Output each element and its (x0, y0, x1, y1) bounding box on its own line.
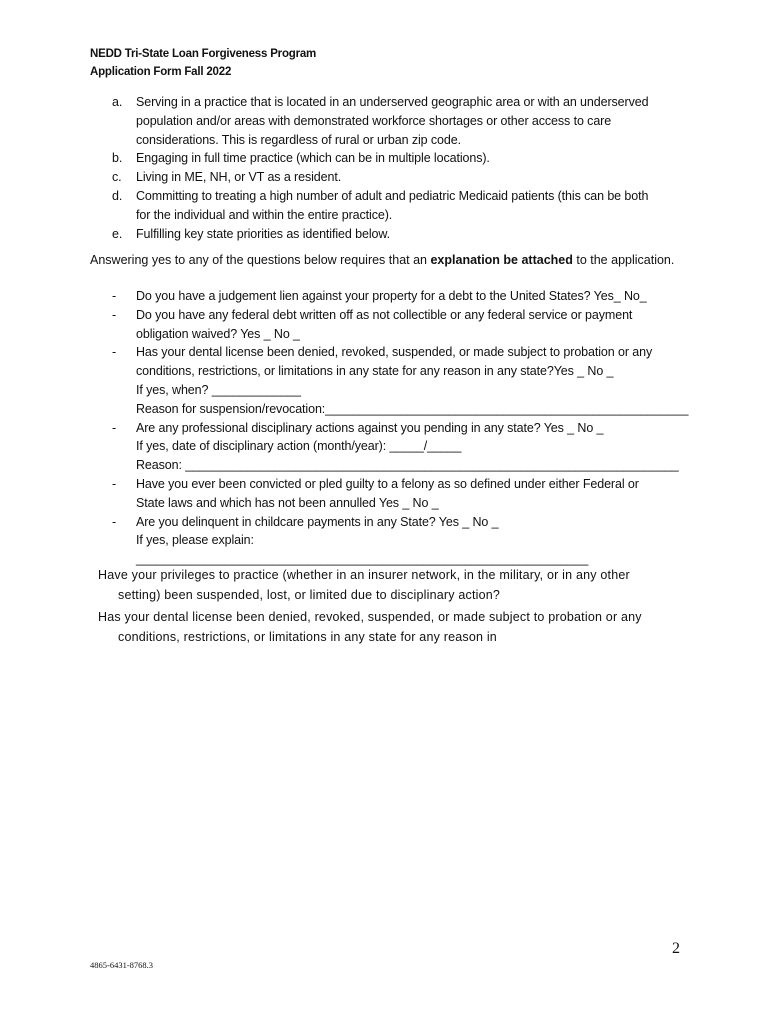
list-marker: - (112, 476, 117, 491)
question-text: conditions, restrictions, or limitations in any state for any reason in (118, 630, 497, 644)
question-text: Have you ever been convicted or pled guilty to a felony as so defined under either Federal or (136, 476, 639, 491)
instructions-paragraph (90, 253, 710, 267)
question-text: Do you have any federal debt written off as not collectible or any federal service or payment (136, 307, 633, 322)
reason-field[interactable]: Reason for suspension/revocation:_____________________________________________________ (136, 401, 689, 416)
question-felony (90, 475, 690, 513)
criteria-text: considerations. This is regardless of rural or urban zip code. (136, 132, 461, 147)
question-federal-debt (90, 306, 690, 344)
date-field[interactable]: If yes, date of disciplinary action (month/year): _____/_____ (136, 439, 462, 454)
list-marker: - (112, 307, 117, 322)
criteria-item-b (90, 149, 690, 168)
criteria-item-a (90, 93, 690, 149)
question-text[interactable]: State laws and which has not been annulled Yes _ No _ (136, 495, 439, 510)
document-id: 4865-6431-8768.3 (90, 960, 154, 970)
question-license-repeat (98, 607, 698, 647)
question-text[interactable]: Do you have a judgement lien against your property for a debt to the United States? Yes_ No_ (136, 289, 647, 303)
question-text: setting) been suspended, lost, or limited due to disciplinary action? (118, 588, 501, 602)
question-text: Have your privileges to practice (whether in an insurer network, in the military, or in any other (98, 568, 630, 582)
list-marker: - (112, 420, 117, 435)
explain-field[interactable]: If yes, please explain: __________________________________________________________________ (136, 533, 589, 567)
question-text: Has your dental license been denied, revoked, suspended, or made subject to probation or any (98, 610, 642, 624)
criteria-item-d (90, 187, 690, 225)
instructions-text: Answering yes to any of the questions below requires that an (90, 253, 431, 267)
question-text: Has your dental license been denied, revoked, suspended, or made subject to probation or any (136, 345, 653, 360)
criteria-item-c (90, 168, 690, 187)
program-title: NEDD Tri-State Loan Forgiveness Program (90, 48, 317, 60)
list-marker: a. (112, 95, 123, 109)
when-field[interactable]: If yes, when? _____________ (136, 382, 301, 397)
criteria-text: Serving in a practice that is located in an underserved geographic area or with an underserved (136, 95, 649, 109)
criteria-text: Living in ME, NH, or VT as a resident. (136, 170, 342, 185)
list-marker: e. (112, 226, 123, 241)
question-judgement-lien (90, 287, 690, 306)
list-marker: - (112, 514, 117, 529)
criteria-text: population and/or areas with demonstrated workforce shortages or other access to care (136, 113, 612, 128)
list-marker: c. (112, 170, 122, 185)
list-marker: d. (112, 188, 123, 203)
instructions-emphasis: explanation be attached (430, 253, 573, 267)
questions-list (90, 287, 690, 569)
criteria-text: for the individual and within the entire practice). (136, 207, 393, 222)
list-marker: - (112, 289, 117, 303)
criteria-text: Engaging in full time practice (which can be in multiple locations). (136, 151, 490, 166)
criteria-item-e (90, 225, 690, 244)
criteria-list (90, 93, 690, 243)
instructions-text: to the application. (572, 253, 675, 267)
question-text[interactable]: conditions, restrictions, or limitations in any state for any reason in any state?Yes _ No _ (136, 364, 614, 379)
reason-field[interactable]: Reason: ________________________________________________________________________ (136, 458, 679, 473)
list-marker: b. (112, 151, 123, 166)
question-childcare (90, 513, 690, 569)
list-marker: - (112, 345, 117, 360)
question-disciplinary-pending (90, 419, 690, 475)
criteria-text: Fulfilling key state priorities as identified below. (136, 226, 390, 241)
question-privileges (98, 565, 698, 605)
page-number: 2 (672, 940, 680, 957)
question-text[interactable]: Are any professional disciplinary actions against you pending in any state? Yes _ No _ (136, 420, 604, 435)
question-text[interactable]: obligation waived? Yes _ No _ (136, 326, 300, 341)
question-text[interactable]: Are you delinquent in childcare payments in any State? Yes _ No _ (136, 514, 499, 529)
question-license-denied (90, 343, 690, 418)
form-title: Application Form Fall 2022 (90, 66, 232, 78)
criteria-text: Committing to treating a high number of adult and pediatric Medicaid patients (this can be both (136, 188, 649, 203)
